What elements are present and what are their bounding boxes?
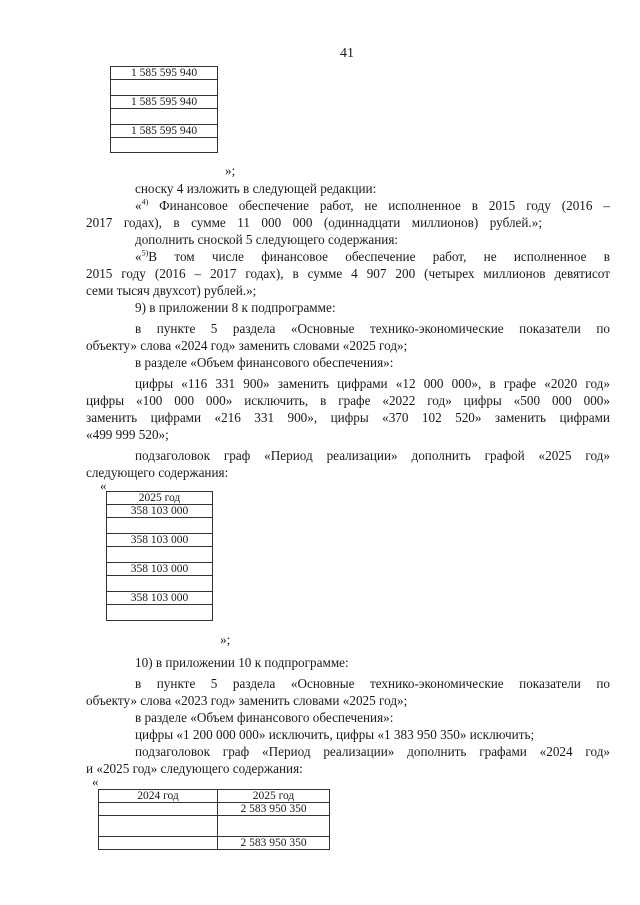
table-row — [107, 547, 213, 563]
amount-table-1 — [110, 66, 218, 153]
footnote-marker: 5) — [141, 248, 149, 258]
paragraph-line: объекту» слова «2023 год» заменить словами «2025 год»; — [86, 693, 408, 708]
paragraph-line: заменить цифрами «216 331 900», цифры «370 102 520» заменить цифрами — [86, 410, 610, 425]
closing-quote: »; — [225, 163, 236, 178]
paragraph-line: «499 999 520»; — [86, 427, 169, 442]
table-cell: 358 103 000 — [107, 505, 213, 518]
paragraph-line: объекту» слова «2024 год» заменить словами «2025 год»; — [86, 338, 408, 353]
paragraph-text: « — [135, 249, 142, 264]
table-cell: 358 103 000 — [107, 592, 213, 605]
paragraph-text: Финансовое обеспечение работ, не исполненное в 2015 году (2016 – — [148, 198, 610, 213]
amount-table-2024-2025 — [98, 789, 330, 850]
table-row — [111, 96, 218, 109]
table-cell: 1 585 595 940 — [111, 125, 218, 138]
opening-quote: « — [92, 774, 99, 789]
table-row — [111, 80, 218, 96]
opening-quote: « — [100, 478, 107, 493]
table-row — [99, 816, 330, 837]
table-cell: 358 103 000 — [107, 563, 213, 576]
table-cell — [107, 547, 213, 563]
table-cell — [111, 109, 218, 125]
paragraph-line: цифры «1 200 000 000» исключить, цифры «1 383 950 350» исключить; — [135, 727, 535, 742]
table-cell — [99, 837, 218, 850]
paragraph-line: и «2025 год» следующего содержания: — [86, 761, 303, 776]
amount-table-2025 — [106, 491, 213, 621]
paragraph-text: В том числе финансовое обеспечение работ, не исполненное в — [148, 249, 610, 264]
paragraph-line: подзаголовок граф «Период реализации» дополнить графой «2025 год» — [135, 448, 610, 463]
paragraph-line: в пункте 5 раздела «Основные технико-экономические показатели по — [135, 676, 610, 691]
table-cell — [107, 518, 213, 534]
paragraph-line: 2015 году (2016 – 2017 годах), в сумме 4 907 200 (четырех миллионов девятисот — [86, 266, 610, 281]
table-cell — [111, 80, 218, 96]
paragraph-line: 9) в приложении 8 к подпрограмме: — [135, 300, 336, 315]
table-header-row — [107, 492, 213, 505]
table-row — [107, 563, 213, 576]
paragraph-line: 2017 годах), в сумме 11 000 000 (одиннадцати миллионов) рублей.»; — [86, 215, 542, 230]
paragraph-line: в разделе «Объем финансового обеспечения»: — [135, 710, 394, 725]
paragraph-line: семи тысяч двухсот) рублей.»; — [86, 283, 257, 298]
table-cell: 1 585 595 940 — [111, 96, 218, 109]
paragraph-line: дополнить сноской 5 следующего содержания: — [135, 232, 399, 247]
table-row — [99, 837, 330, 850]
table-cell — [107, 605, 213, 621]
table-row — [99, 803, 330, 816]
column-header: 2024 год — [99, 790, 218, 803]
table-row — [107, 576, 213, 592]
paragraph-text: « — [135, 198, 142, 213]
closing-quote: »; — [220, 632, 231, 647]
table-row — [111, 67, 218, 80]
page-number: 41 — [340, 46, 354, 61]
table-row — [107, 592, 213, 605]
paragraph-line: цифры «100 000 000» исключить, в графе «2022 год» цифры «500 000 000» — [86, 393, 610, 408]
paragraph-line: подзаголовок граф «Период реализации» дополнить графами «2024 год» — [135, 744, 610, 759]
paragraph-line — [135, 197, 610, 214]
table-cell: 2 583 950 350 — [218, 803, 330, 816]
table-row — [107, 534, 213, 547]
paragraph-line: сноску 4 изложить в следующей редакции: — [135, 181, 377, 196]
paragraph-line: в разделе «Объем финансового обеспечения»: — [135, 355, 394, 370]
table-row — [111, 125, 218, 138]
table-cell — [99, 803, 218, 816]
paragraph-line — [135, 248, 610, 265]
table-row — [107, 505, 213, 518]
table-cell: 1 585 595 940 — [111, 67, 218, 80]
paragraph-line: цифры «116 331 900» заменить цифрами «12 000 000», в графе «2020 год» — [135, 376, 610, 391]
table-row — [111, 138, 218, 153]
column-header: 2025 год — [218, 790, 330, 803]
table-cell: 2 583 950 350 — [218, 837, 330, 850]
paragraph-line: следующего содержания: — [86, 465, 229, 480]
table-header-row — [99, 790, 330, 803]
paragraph-line: в пункте 5 раздела «Основные технико-экономические показатели по — [135, 321, 610, 336]
table-cell: 358 103 000 — [107, 534, 213, 547]
table-cell — [107, 576, 213, 592]
table-row — [107, 518, 213, 534]
table-cell — [99, 816, 218, 837]
paragraph-line: 10) в приложении 10 к подпрограмме: — [135, 655, 349, 670]
footnote-marker: 4) — [141, 197, 149, 207]
table-cell — [111, 138, 218, 153]
table-cell — [218, 816, 330, 837]
table-row — [111, 109, 218, 125]
column-header: 2025 год — [107, 492, 213, 505]
table-row — [107, 605, 213, 621]
